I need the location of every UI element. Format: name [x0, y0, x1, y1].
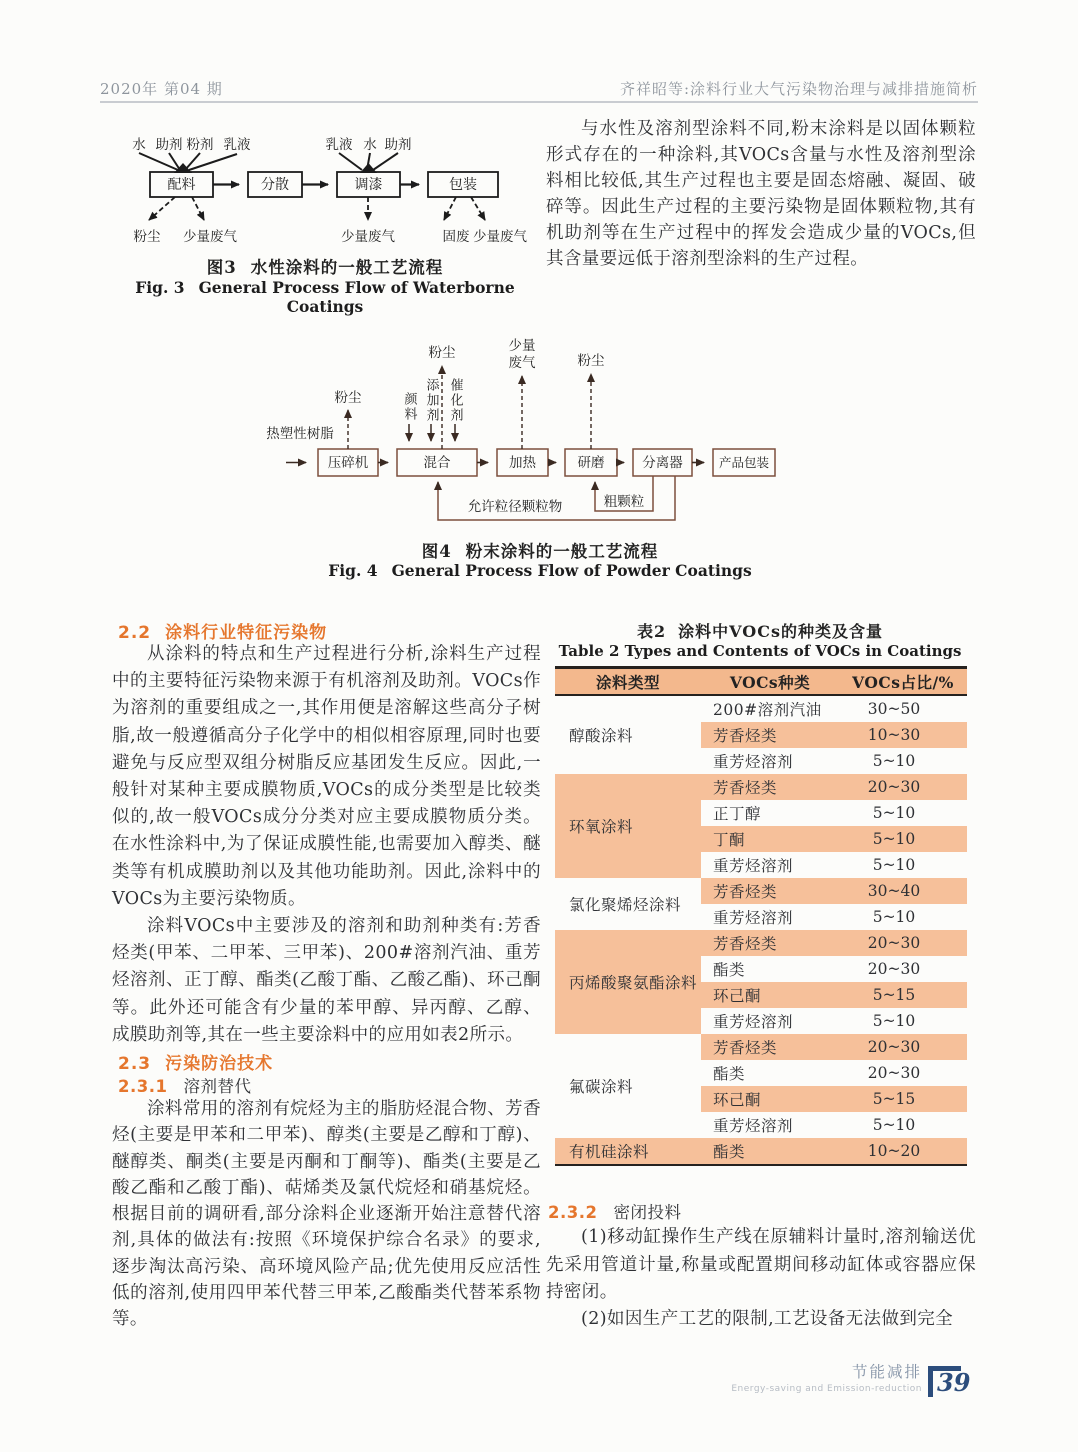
fig4-crusher-dust: 粉尘: [334, 390, 362, 406]
table-row: 正丁醇 5~10: [713, 804, 916, 823]
figure4-caption-en: Fig. 4 General Process Flow of Powder Coatings: [328, 561, 752, 580]
table-row: 酯类 20~30: [713, 1064, 921, 1083]
svg-text:水: 水: [132, 137, 146, 153]
table-row: 重芳烃溶剂 5~10: [713, 1012, 916, 1031]
svg-text:粉剂: 粉剂: [186, 137, 214, 153]
section-2-3-1-heading: 2.3.1 溶剂替代: [118, 1077, 252, 1096]
fig4-box-heater: 加热: [509, 455, 536, 471]
fig4-grinder-dust: 粉尘: [577, 353, 605, 369]
section-2-2-paragraph-2: 涂料VOCs中主要涉及的溶剂和助剂种类有:芳香烃类(甲苯、二甲苯、三甲苯)、200#溶剂汽油、重芳烃溶剂、正丁醇、酯类(乙酸丁酯、乙酸乙酯)、环己酮等。此外还可能含有少量的苯甲醇、异丙醇、乙醇、成膜助剂等,其在一些主要涂料中的应用如表2所示。: [112, 916, 541, 1045]
col-vocs-type: VOCs种类: [701, 668, 839, 696]
table-row: 有机硅涂料 酯类 10~20: [555, 1138, 967, 1165]
fig4-mixer-dust: 粉尘: [428, 345, 456, 361]
section-2-3-2-heading: 2.3.2 密闭投料: [548, 1203, 682, 1222]
fig3-input-labels-1: [132, 136, 251, 173]
section-2-3-heading: 2.3 污染防治技术: [118, 1054, 274, 1074]
fig3-input-labels-2: [326, 136, 412, 173]
fig3-box-tiaoqi: 调漆: [354, 177, 383, 193]
fig3-out-dust: 粉尘: [133, 229, 161, 245]
table-header-row: [555, 668, 967, 696]
fig3-input-lines-1: [139, 153, 237, 170]
journal-issue: 2020年 第04 期: [100, 80, 223, 98]
table-row: 氯化聚烯烃涂料 芳香烃类 30~40: [555, 878, 967, 904]
section-2-3-2-paragraph-2: (2)如因生产工艺的限制,工艺设备无法做到完全: [581, 1309, 954, 1329]
fig4-additive-arrows: [409, 424, 455, 441]
header-rule: [100, 101, 978, 103]
footer-brand-en: Energy-saving and Emission-reduction: [731, 1384, 922, 1394]
page-number: 39: [937, 1368, 971, 1397]
table-row: 氟碳涂料 芳香烃类 20~30: [555, 1034, 967, 1060]
fig4-input-catalyst: 催化剂: [447, 378, 463, 423]
fig4-box-crusher: 压碎机: [327, 455, 369, 471]
col-vocs-ratio: VOCs占比/%: [839, 668, 967, 696]
footer-brand-cn: 节能减排: [851, 1363, 922, 1381]
figure3-caption-cn: 图3 水性涂料的一般工艺流程: [206, 258, 444, 277]
table-row: 醇酸涂料 200#溶剂汽油 30~50: [569, 700, 921, 745]
fig4-input-additive: 添加剂: [423, 378, 439, 423]
fig4-box-grinder: 研磨: [577, 455, 605, 471]
svg-text:乳液: 乳液: [325, 137, 353, 153]
table-row: 重芳烃溶剂 5~10: [713, 1116, 916, 1135]
vocs-table: [555, 666, 967, 1166]
fig4-input-pigment: 颜料: [401, 392, 417, 422]
fig3-emission-arrows: [149, 197, 485, 220]
fig3-out-solid: 固废: [442, 229, 470, 245]
fig4-loop-coarse-label: 粗颗粒: [603, 494, 645, 510]
running-title: 齐祥昭等:涂料行业大气污染物治理与减排措施简析: [619, 80, 978, 98]
fig3-box-baozhuang: 包装: [449, 177, 477, 193]
fig3-box-peiliao: 配料: [167, 177, 196, 193]
table2-title-cn: 表2 涂料中VOCs的种类及含量: [637, 622, 883, 641]
footer-bracket-left: [928, 1366, 933, 1397]
fig3-out-gas2: 少量废气: [341, 229, 395, 245]
col-coating-type: 涂料类型: [555, 668, 701, 696]
figure3-flowchart: [108, 122, 540, 254]
table-row: 重芳烃溶剂 5~10: [713, 752, 916, 771]
svg-text:助剂: 助剂: [384, 137, 412, 153]
fig4-loop-allowed-label: 允许粒径颗粒物: [467, 499, 563, 515]
section-2-2-heading: 2.2 涂料行业特征污染物: [118, 623, 328, 643]
table-row: 重芳烃溶剂 5~10: [713, 908, 916, 927]
fig3-out-gas3: 少量废气: [473, 229, 527, 245]
section-2-3-2-paragraph-1: (1)移动缸操作生产线在原辅料计量时,溶剂输送优先采用管道计量,称量或配置期间移动缸体或容器应保持密闭。: [546, 1227, 976, 1303]
table-row: 重芳烃溶剂 5~10: [713, 856, 916, 875]
section-2-2-paragraph-1: 从涂料的特点和生产过程进行分析,涂料生产过程中的主要特征污染物来源于有机溶剂及助剂。VOCs作为溶剂的重要组成之一,其作用便是溶解这些高分子树脂,故一般遵循高分子化学中的相似相容原理,同时也要避免与反应型双组分树脂反应基团发生反应。因此,一般针对某种主要成膜物质,VOCs的成分类型是比较类似的,故一般VOCs成分分类对应主要成膜物质分类。在水性涂料中,为了保证成膜性能,也需要加入醇类、醚类等有机成膜助剂以及其他功能助剂。因此,涂料中的VOCs为主要污染物质。: [112, 644, 541, 909]
table-row: 芳香烃类 10~30: [555, 722, 967, 748]
svg-text:助剂: 助剂: [155, 137, 183, 153]
table-row: 环己酮 5~15: [555, 1086, 967, 1112]
fig4-heater-gas-2: 废气: [508, 355, 536, 371]
fig3-out-gas1: 少量废气: [183, 229, 237, 245]
table-row: 环己酮 5~15: [555, 982, 967, 1008]
fig4-box-packing: 产品包装: [718, 455, 770, 470]
table2-title-en: Table 2 Types and Contents of VOCs in Coatings: [558, 642, 962, 660]
svg-text:水: 水: [363, 137, 377, 153]
fig4-emission-arrows: [348, 366, 591, 449]
section-2-3-1-paragraph: 涂料常用的溶剂有烷烃为主的脂肪烃混合物、芳香烃(主要是甲苯和二甲苯)、醇类(主要是乙醇和丁醇)、醚醇类、酮类(主要是丙酮和丁酮等)、酯类(主要是乙酸乙酯和乙酸丁酯)、萜烯类及氯代烷烃和硝基烷烃。根据目前的调研看,部分涂料企业逐渐开始注意替代溶剂,具体的做法有:按照《环境保护综合名录》的要求,逐步淘汰高污染、高环境风险产品;优先使用反应活性低的溶剂,使用四甲苯代替三甲苯,乙酸酯类代替苯系物等。: [112, 1099, 541, 1330]
fig3-box-fensan: 分散: [261, 177, 289, 193]
table-row: 丁酮 5~10: [555, 826, 967, 852]
fig4-box-separator: 分离器: [642, 455, 683, 471]
powder-coating-paragraph: 与水性及溶剂型涂料不同,粉末涂料是以固体颗粒形式存在的一种涂料,其VOCs含量与水性及溶剂型涂料相比较低,其生产过程也主要是固态熔融、凝固、破碎等。因此生产过程的主要污染物是固体颗粒物,其有机助剂等在生产过程中的挥发会造成少量的VOCs,但其含量要远低于溶剂型涂料的生产过程。: [546, 119, 976, 269]
fig4-box-mixer: 混合: [423, 455, 451, 471]
table-row: 酯类 20~30: [713, 960, 921, 979]
table-row: 丙烯酸聚氨酯涂料 芳香烃类 20~30: [555, 930, 967, 956]
figure4-flowchart: [228, 330, 852, 530]
figure4-caption-cn: 图4 粉末涂料的一般工艺流程: [421, 542, 659, 561]
svg-text:乳液: 乳液: [223, 137, 251, 153]
fig4-input-resin: 热塑性树脂: [266, 426, 334, 442]
table-row: 环氧涂料 芳香烃类 20~30: [555, 774, 967, 800]
figure3-caption-en: Fig. 3 General Process Flow of Waterborne Coatings: [135, 278, 515, 316]
fig4-heater-gas-1: 少量: [508, 338, 536, 354]
